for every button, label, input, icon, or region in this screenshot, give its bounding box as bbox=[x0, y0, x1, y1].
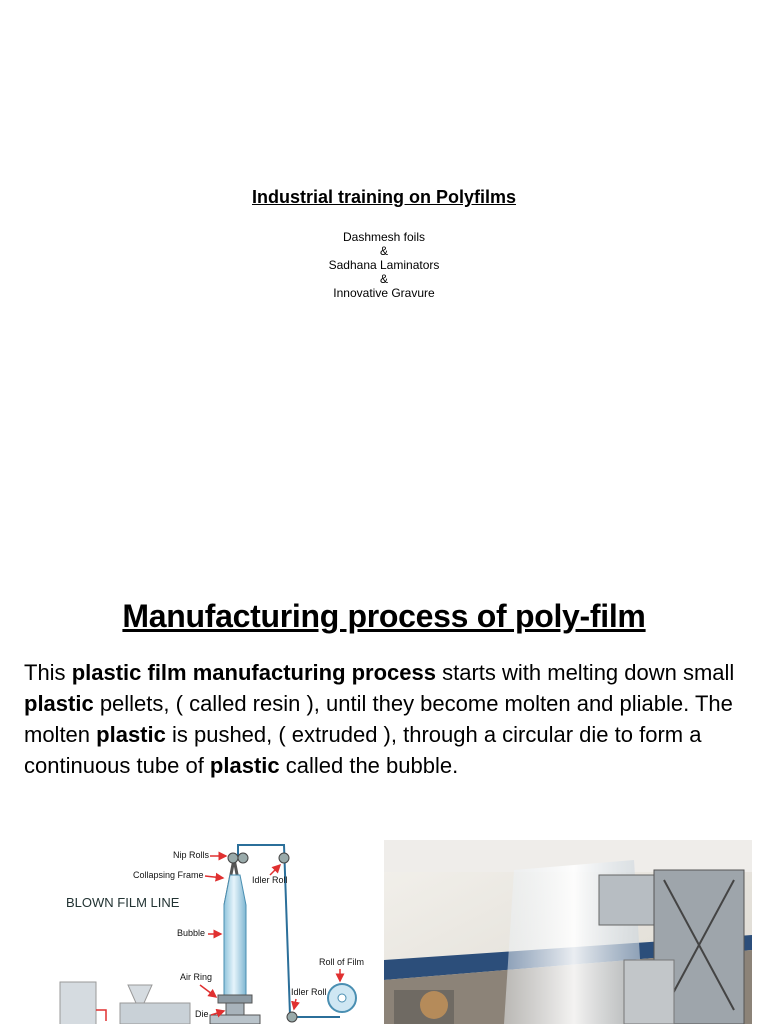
slide-title: Industrial training on Polyfilms bbox=[251, 187, 517, 207]
bold-text: plastic film manufacturing process bbox=[71, 660, 436, 685]
hopper-icon bbox=[128, 985, 152, 1003]
label-idler-roll-bottom: Idler Roll bbox=[291, 987, 327, 997]
resin-silo bbox=[60, 982, 96, 1024]
label-roll-of-film: Roll of Film bbox=[319, 957, 365, 967]
die-shape bbox=[226, 1003, 244, 1015]
nip-roll-icon bbox=[238, 853, 248, 863]
company-line: Dashmesh foils bbox=[342, 230, 426, 244]
bold-text: plastic bbox=[24, 691, 94, 716]
company-list bbox=[0, 230, 768, 300]
arrow bbox=[211, 1011, 224, 1015]
extruder-base bbox=[210, 1015, 260, 1024]
bold-text: plastic bbox=[96, 722, 166, 747]
section-heading: Manufacturing process of poly-film bbox=[122, 598, 646, 634]
text-run: This bbox=[24, 660, 72, 685]
winder-unit bbox=[624, 960, 674, 1024]
machine-photo bbox=[384, 840, 752, 1024]
idler-roll-icon bbox=[279, 853, 289, 863]
arrow bbox=[270, 865, 280, 875]
process-description bbox=[24, 657, 754, 781]
label-collapsing-frame: Collapsing Frame bbox=[133, 870, 204, 880]
label-die: Die bbox=[195, 1009, 209, 1019]
material-roll bbox=[420, 991, 448, 1019]
label-bubble: Bubble bbox=[177, 928, 206, 938]
roll-core bbox=[338, 994, 346, 1002]
arrow bbox=[205, 876, 223, 878]
label-air-ring: Air Ring bbox=[180, 972, 213, 982]
extruder-barrel bbox=[120, 1003, 190, 1024]
blown-film-line-diagram bbox=[40, 835, 380, 1024]
label-idler-roll-top: Idler Roll bbox=[252, 875, 288, 885]
arrow bbox=[294, 999, 296, 1009]
nip-roll-icon bbox=[228, 853, 238, 863]
text-run: is pushed, ( extruded ), through a circular die to form a continuous tube of bbox=[24, 722, 702, 778]
text-run: called the bubble. bbox=[279, 753, 459, 778]
bold-text: plastic bbox=[209, 753, 280, 778]
ampersand-line: & bbox=[379, 272, 388, 286]
feed-line bbox=[96, 1010, 106, 1021]
company-line: Sadhana Laminators bbox=[328, 258, 440, 272]
idler-roll-icon bbox=[287, 1012, 297, 1022]
ampersand-line: & bbox=[379, 244, 388, 258]
diagram-heading: BLOWN FILM LINE bbox=[66, 895, 180, 910]
label-nip-rolls: Nip Rolls bbox=[173, 850, 210, 860]
air-ring-shape bbox=[218, 995, 252, 1003]
arrow bbox=[200, 985, 216, 997]
bubble-shape bbox=[224, 875, 246, 1000]
company-line: Innovative Gravure bbox=[333, 286, 435, 300]
text-run: pellets, ( called resin ), until they become molten and pliable. The molten bbox=[24, 691, 733, 747]
text-run: starts with melting down small bbox=[436, 660, 735, 685]
